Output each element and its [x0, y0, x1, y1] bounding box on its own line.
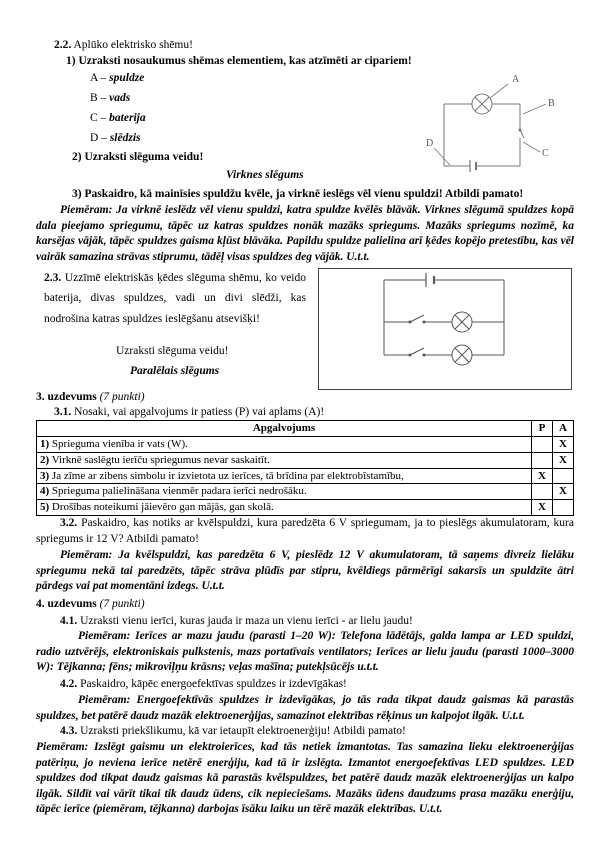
task-4-title: 4. uzdevums (7 punkti): [36, 598, 145, 610]
switch-icon: [410, 315, 424, 322]
task-3-1-q: 3.1. Nosaki, vai apgalvojums ir patiess (P) vai aplams (A)!: [54, 406, 325, 418]
task-2-3-text: 2.3. Uzzīmē elektriskās ķēdes slēguma shēmu, ko veido baterija, divas spuldzes, vadi un divi slēdži, kas nodrošina katras spuldzes ieslēgšanu atsevišķi!: [44, 272, 306, 325]
label-d: D: [426, 138, 434, 149]
task-2-2-q1: 1) Uzraksti nosaukumus shēmas elementiem, kas atzīmēti ar cipariem!: [66, 55, 412, 67]
table-row: 3) Ja zīme ar zibens simbolu ir izvietota uz ierīces, tā brīdina par elektrobīstamību, X: [37, 468, 574, 484]
label-c: C: [542, 148, 549, 159]
switch-icon: [520, 130, 524, 138]
header-p: P: [532, 421, 553, 437]
task-4-1-example: Piemēram: Ierīces ar mazu jaudu (parasti 1–20 W): Telefona lādētājs, galda lampa ar LED spuldzi, radio uztvērējs, elektroniskais pulkstenis, mazs portatīvais ventilators; Ierīces ar lielu jaudu (parasti 1000–3000 W): Tējkanna; fēns; mikroviļņu krāsns; veļas mašīna; putekļsūcējs u.t.t.: [36, 630, 574, 674]
answer-parallel: Paralēlais slēgums: [130, 365, 220, 377]
table-row: 4) Sprieguma palielināšana vienmēr padara ierīci nedrošāku. X: [37, 484, 574, 500]
task-2-2-title: [54, 38, 193, 54]
parallel-circuit-diagram: [318, 268, 572, 390]
task-2-3-q: Uzraksti slēguma veidu!: [116, 345, 229, 357]
table-row: 2) Virknē saslēgtu ierīču spriegumus nevar saskaitīt. X: [37, 452, 574, 468]
table-row: 5) Drošības noteikumi jāievēro gan mājās, gan skolā. X: [37, 500, 574, 516]
label-a: A: [512, 74, 520, 85]
task-4-3-q: 4.3. Uzraksti priekšlikumu, kā var ietaupīt elektroenerģiju! Atbildi pamato!: [60, 725, 406, 737]
element-item-c: C – baterija: [90, 112, 146, 124]
header-a: A: [553, 421, 574, 437]
element-item-b: B – vads: [90, 92, 131, 104]
task-2-2-q3: 3) Paskaidro, kā mainīsies spuldžu kvēle, ja virknē ieslēgs vēl vienu spuldzi! Atbildi pamato!: [72, 188, 524, 200]
label-b: B: [548, 98, 555, 109]
task-2-2-example: Piemēram: Ja virknē ieslēdz vēl vienu spuldzi, katra spuldze kvēlēs blāvāk. Virknes slēgumā spuldzes kopā dala pieejamo spriegumu, tāpēc uz katras spuldzes nonāk mazāks spriegums. Mazāks spriegums nozīmē, ka karsējas vājāk, tāpēc spuldzes gaisma kļūst blāvāka. Papildu spuldze palielina arī ķēdes kopējo pretestību, kas vēl vairāk samazina strāvas stiprumu, tādēļ visas spuldzes deg vājāk. U.t.t.: [36, 204, 574, 263]
task-3-2-q: 3.2. Paskaidro, kas notiks ar kvēlspuldzi, kura paredzēta 6 V spriegumam, ja to pieslēgs akumulatoram, kura spriegums ir 12 V? Atbildi pamato!: [36, 517, 574, 545]
task-4-2-q: 4.2. Paskaidro, kāpēc energoefektīvas spuldzes ir izdevīgākas!: [60, 678, 347, 690]
task-3-title: 3. uzdevums (7 punkti): [36, 391, 145, 403]
switch-icon: [410, 348, 424, 355]
element-item-d: D – slēdzis: [90, 132, 141, 144]
task-4-1-q: 4.1. Uzraksti vienu ierīci, kuras jauda ir maza un vienu ierīci - ar lielu jaudu!: [60, 615, 413, 627]
element-item-a: A – spuldze: [90, 72, 145, 84]
task-4-2-example: Piemēram: Energoefektīvās spuldzes ir izdevīgākas, jo tās rada tikpat daudz gaismas kā parastās spuldzes, bet patērē daudz mazāk elektroenerģijas, samazinot elektrības rēķinus un kalpojot ilgāk. U.t.t.: [36, 694, 574, 722]
answer-series: Virknes slēgums: [226, 169, 304, 181]
table-row: 1) Sprieguma vienība ir vats (W). X: [37, 436, 574, 452]
task-4-3-example: Piemēram: Izslēgt gaismu un elektroierīces, kad tās netiek izmantotas. Tas samazina lieku elektroenerģijas patēriņu, jo neviena ierīce netērē enerģiju, kad tā ir izslēgta. Izmantot energoefektīvas LED spuldzes. LED spuldzes dod tikpat daudz gaismas kā parastās kvēlspuldzes, bet patērē daudz mazāk elektroenerģijas un kalpo ilgāk. Sildīt vai vārīt tikai tik daudz ūdens, cik nepieciešams. Mazāks ūdens daudzums prasa mazāku enerģiju, tāpēc ierīce (piemēram, tējkanna) darbojas īsāku laiku un tērē mazāk elektrības. U.t.t.: [36, 741, 574, 816]
series-circuit-diagram: [420, 68, 570, 180]
task-2-2-number: 2.2.: [54, 39, 72, 51]
task-2-2-text: Aplūko elektrisko shēmu!: [73, 39, 193, 51]
task-3-2-example: Piemēram: Ja kvēlspuldzi, kas paredzēta 6 V, pieslēdz 12 V akumulatoram, tā saņems divreiz lielāku spriegumu nekā tai paredzēts, tāpēc strāva plūdīs par stipru, kvēldiegs pārmērīgi sakarsīs un spuldzīte ātri pārdegs vai pat momentāni izdegs. U.t.t.: [36, 549, 574, 593]
header-statement: Apgalvojums: [37, 421, 532, 437]
true-false-table: [36, 420, 574, 516]
task-2-2-q2: 2) Uzraksti slēguma veidu!: [72, 151, 204, 163]
